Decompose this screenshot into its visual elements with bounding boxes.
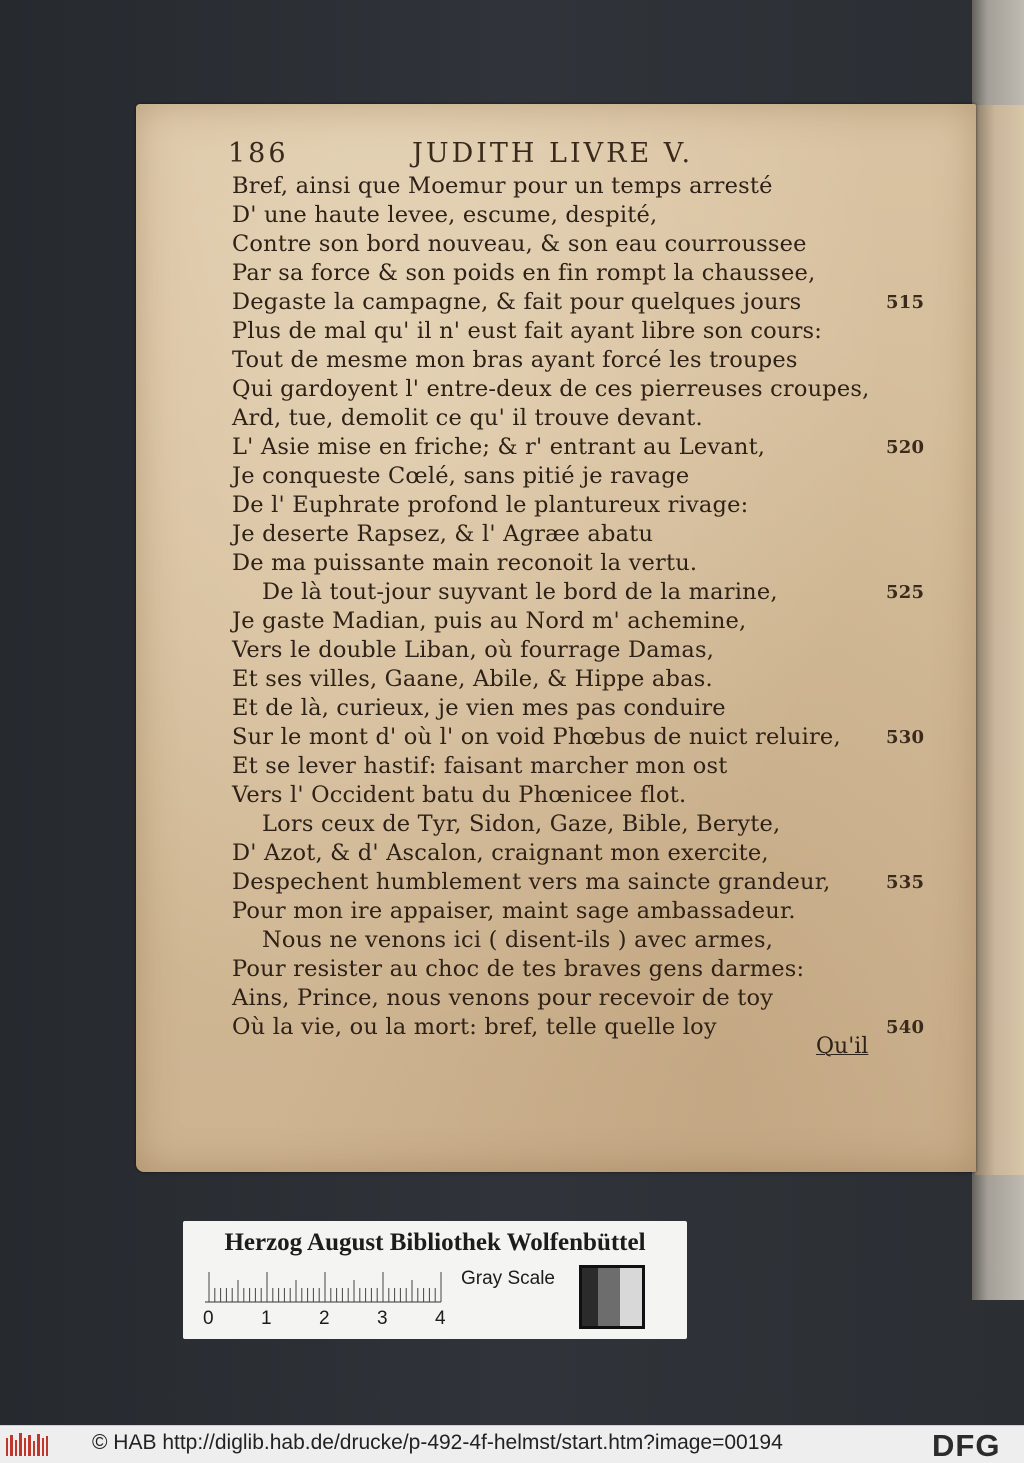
color-scale-card [183,1221,687,1339]
line-number: 540 [886,1017,925,1038]
verse-line [232,346,952,375]
verse-text: D' Azot, & d' Ascalon, craignant mon exercite, [232,840,769,866]
verse-line [232,549,952,578]
ruler-label: 0 [203,1308,214,1329]
line-number: 530 [886,727,925,748]
verse-line [232,462,952,491]
verse-text: Bref, ainsi que Moemur pour un temps arresté [232,173,773,199]
verse-text: Où la vie, ou la mort: bref, telle quelle loy [232,1014,717,1040]
verse-text: Et ses villes, Gaane, Abile, & Hippe abas. [232,666,713,692]
verse-line [232,868,952,897]
verse-text: Qui gardoyent l' entre-deux de ces pierreuses croupes, [232,376,870,402]
running-title: JUDITH LIVRE V. [412,138,694,169]
facing-page-edge [975,105,1024,1175]
verse-line [232,723,952,752]
verse-line [232,752,952,781]
gray-swatch [598,1268,620,1326]
verse-text: Degaste la campagne, & fait pour quelques jours [232,289,802,315]
verse-line [232,607,952,636]
verse-text: Et se lever hastif: faisant marcher mon ost [232,753,728,779]
ruler-label: 4 [435,1308,446,1329]
verse-text: Lors ceux de Tyr, Sidon, Gaze, Bible, Beryte, [262,811,781,837]
ruler-labels [203,1308,463,1330]
line-number: 515 [886,292,925,313]
verse-text: Je deserte Rapsez, & l' Agræe abatu [232,521,654,547]
verse-text: Ains, Prince, nous venons pour recevoir de toy [232,985,774,1011]
gray-scale-label: Gray Scale [461,1268,555,1289]
verse-line [232,259,952,288]
verse-line [232,636,952,665]
ruler [205,1269,445,1303]
copyright-url: © HAB http://diglib.hab.de/drucke/p-492-4f-helmst/start.htm?image=00194 [92,1431,783,1454]
verse-line [232,926,952,955]
page-number: 186 [228,138,289,169]
verse-line [232,520,952,549]
verse-text: Tout de mesme mon bras ayant forcé les troupes [232,347,798,373]
dfg-logo: DFG [932,1428,1001,1463]
verse-line [232,491,952,520]
verse-line [232,810,952,839]
verse-line [232,984,952,1013]
verse-text: Vers le double Liban, où fourrage Damas, [232,637,715,663]
verse-text: Je gaste Madian, puis au Nord m' achemine, [232,608,747,634]
gray-swatch [582,1268,598,1326]
ruler-label: 1 [261,1308,272,1329]
verse-text: Vers l' Occident batu du Phœnicee flot. [232,782,687,808]
barcode-icon [6,1432,48,1458]
library-name: Herzog August Bibliothek Wolfenbüttel [224,1229,646,1256]
verse-text: Sur le mont d' où l' on void Phœbus de nuict reluire, [232,724,841,750]
verse-text: De là tout-jour suyvant le bord de la marine, [262,579,778,605]
book-page [136,104,976,1172]
verse-line [232,578,952,607]
verse-line [232,955,952,984]
verse-block [232,172,952,1042]
ruler-label: 3 [377,1308,388,1329]
catchword: Qu'il [816,1034,869,1059]
ruler-label: 2 [319,1308,330,1329]
gray-swatch [620,1268,642,1326]
verse-text: L' Asie mise en friche; & r' entrant au Levant, [232,434,766,460]
verse-text: Nous ne venons ici ( disent-ils ) avec armes, [262,927,774,953]
verse-text: D' une haute levee, escume, despité, [232,202,658,228]
verse-line [232,781,952,810]
verse-line [232,665,952,694]
line-number: 535 [886,872,925,893]
verse-line [232,897,952,926]
verse-text: Pour resister au choc de tes braves gens darmes: [232,956,805,982]
verse-text: Contre son bord nouveau, & son eau courroussee [232,231,807,257]
verse-line [232,839,952,868]
verse-line [232,433,952,462]
line-number: 520 [886,437,925,458]
verse-line [232,375,952,404]
page-header [228,138,828,174]
verse-line [232,172,952,201]
gray-swatches [579,1265,645,1329]
verse-text: Et de là, curieux, je vien mes pas conduire [232,695,726,721]
verse-text: Ard, tue, demolit ce qu' il trouve devant. [232,405,703,431]
verse-line [232,694,952,723]
verse-text: Je conqueste Cœlé, sans pitié je ravage [232,463,690,489]
verse-text: De l' Euphrate profond le plantureux rivage: [232,492,749,518]
verse-text: Pour mon ire appaiser, maint sage ambassadeur. [232,898,796,924]
verse-line [232,230,952,259]
verse-line [232,317,952,346]
verse-line [232,288,952,317]
line-number: 525 [886,582,925,603]
viewer-footer [0,1425,1024,1463]
verse-text: Par sa force & son poids en fin rompt la chaussee, [232,260,816,286]
verse-text: Plus de mal qu' il n' eust fait ayant libre son cours: [232,318,823,344]
verse-text: De ma puissante main reconoit la vertu. [232,550,698,576]
verse-line [232,404,952,433]
verse-line [232,201,952,230]
verse-text: Despechent humblement vers ma saincte grandeur, [232,869,831,895]
